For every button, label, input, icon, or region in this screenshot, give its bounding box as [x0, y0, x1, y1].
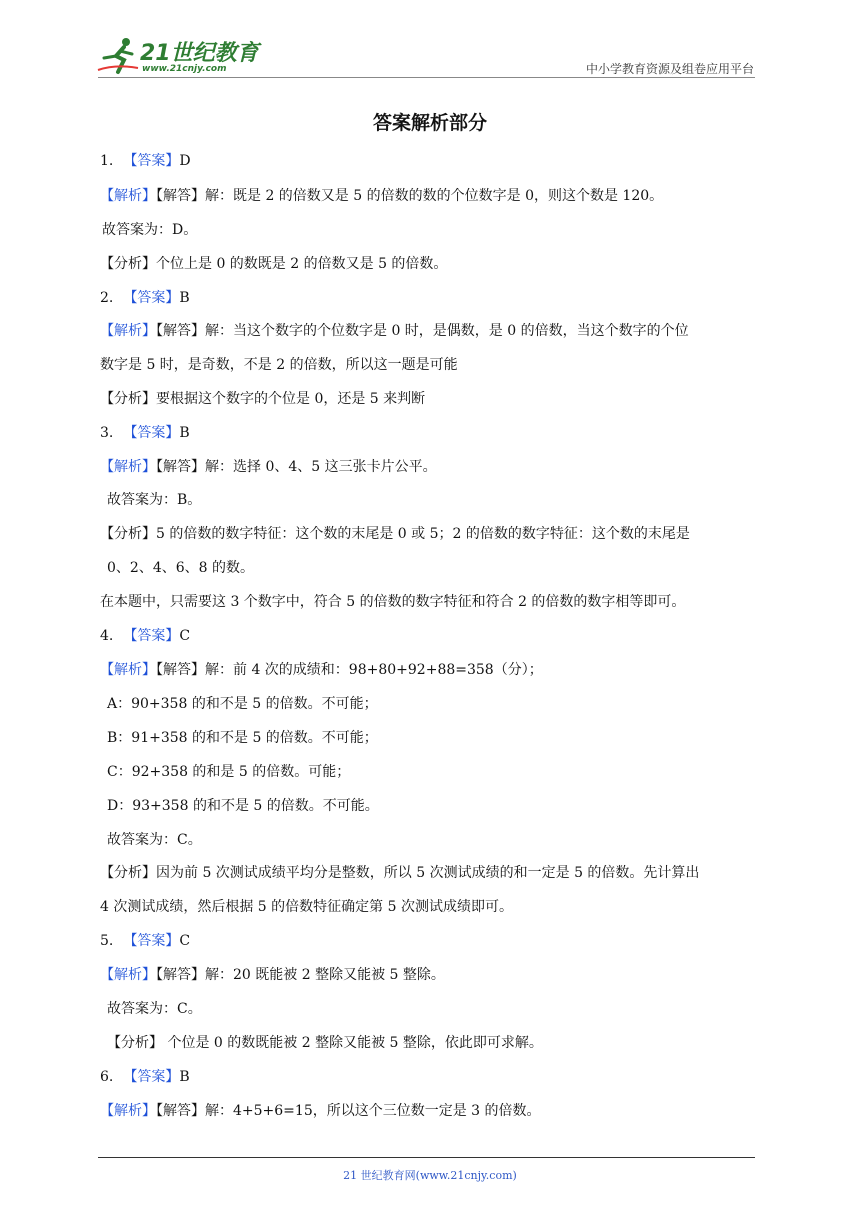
line-text: 【解答】解：选择 0、4、5 这三张卡片公平。	[156, 459, 437, 475]
answer-line	[100, 390, 425, 408]
analysis-tag: 【解析】	[100, 662, 156, 678]
line-text: 【解答】解：20 既能被 2 整除又能被 5 整除。	[156, 967, 445, 983]
line-text: 【解答】解：4+5+6=15，所以这个三位数一定是 3 的倍数。	[156, 1103, 541, 1119]
line-text: D	[179, 153, 191, 169]
analysis-tag: 【解析】	[100, 459, 156, 475]
answer-line	[107, 1000, 202, 1018]
line-text: A：90+358 的和不是 5 的倍数。不可能；	[107, 696, 378, 712]
line-text: 【分析】 个位是 0 的数既能被 2 整除又能被 5 整除，依此即可求解。	[107, 1035, 543, 1051]
line-text: 【分析】要根据这个数字的个位是 0，还是 5 来判断	[100, 391, 426, 407]
analysis-tag: 【解析】	[100, 323, 156, 339]
answer-line	[100, 1102, 541, 1120]
answer-line	[107, 491, 201, 509]
line-text: C：92+358 的和是 5 的倍数。可能；	[107, 764, 351, 780]
question-number: 5.	[100, 933, 114, 949]
answer-line	[102, 221, 197, 239]
line-text: C	[179, 628, 191, 644]
analysis-tag: 【解析】	[100, 967, 156, 983]
answer-tag: 【答案】	[123, 933, 180, 949]
page-title: 答案解析部分	[372, 112, 487, 134]
line-text: B	[179, 425, 190, 441]
line-text: 数字是 5 时，是奇数，不是 2 的倍数，所以这一题是可能	[100, 357, 458, 373]
footer-text: 21 世纪教育网(www.21cnjy.com)	[343, 1169, 517, 1182]
question-number: 4.	[100, 628, 114, 644]
answer-line	[100, 356, 458, 374]
answer-line	[107, 763, 350, 781]
question-number: 3.	[100, 425, 114, 441]
answer-tag: 【答案】	[123, 290, 180, 306]
answer-line	[100, 255, 447, 273]
runner-logo-icon	[96, 36, 140, 76]
footer-divider	[98, 1157, 755, 1158]
answer-tag: 【答案】	[123, 628, 180, 644]
answer-line	[100, 898, 513, 916]
analysis-tag: 【解析】	[100, 188, 156, 204]
line-text: 在本题中，只需要这 3 个数字中，符合 5 的倍数的数字特征和符合 2 的倍数的数字相等即可。	[100, 594, 686, 610]
line-text: 故答案为：C。	[107, 1001, 202, 1017]
line-text: 【分析】因为前 5 次测试成绩平均分是整数，所以 5 次测试成绩的和一定是 5 的倍数。先计算出	[100, 865, 700, 881]
answer-line	[100, 187, 663, 205]
answer-line	[107, 797, 379, 815]
answer-line	[100, 932, 190, 950]
logo-text: 21世纪教育	[140, 41, 259, 66]
answer-line	[107, 1034, 543, 1052]
answer-line	[100, 1068, 190, 1086]
line-text: B	[179, 1069, 190, 1085]
answer-line	[100, 661, 543, 679]
answer-line	[100, 627, 190, 645]
answer-line	[107, 559, 254, 577]
question-number: 1.	[100, 153, 114, 169]
line-text: 【解答】解：当这个数字的个位数字是 0 时，是偶数，是 0 的倍数，当这个数字的个位	[156, 323, 689, 339]
line-text: 故答案为：B。	[107, 492, 202, 508]
answer-line	[107, 831, 202, 849]
line-text: 【解答】解：既是 2 的倍数又是 5 的倍数的数的个位数字是 0，则这个数是 120。	[156, 188, 664, 204]
answer-tag: 【答案】	[123, 1069, 180, 1085]
answer-line	[107, 729, 378, 747]
analysis-tag: 【解析】	[100, 1103, 156, 1119]
answer-line	[100, 322, 689, 340]
answer-line	[100, 458, 437, 476]
line-text: 故答案为：D。	[102, 222, 198, 238]
line-text: B：91+358 的和不是 5 的倍数。不可能；	[107, 730, 378, 746]
answer-line	[100, 593, 685, 611]
line-text: 0、2、4、6、8 的数。	[107, 560, 254, 576]
answer-line	[100, 525, 690, 543]
answer-line	[100, 424, 190, 442]
logo-url: www.21cnjy.com	[142, 64, 227, 74]
answer-tag: 【答案】	[123, 153, 180, 169]
line-text: 故答案为：C。	[107, 832, 202, 848]
answer-line	[100, 966, 445, 984]
answer-line	[100, 152, 191, 170]
header-divider	[98, 77, 755, 78]
question-number: 2.	[100, 290, 114, 306]
logo	[96, 36, 266, 78]
line-text: B	[179, 290, 190, 306]
line-text: 4 次测试成绩，然后根据 5 的倍数特征确定第 5 次测试成绩即可。	[100, 899, 513, 915]
line-text: 【解答】解：前 4 次的成绩和：98+80+92+88=358（分）；	[156, 662, 543, 678]
answer-line	[100, 289, 190, 307]
line-text: 【分析】个位上是 0 的数既是 2 的倍数又是 5 的倍数。	[100, 256, 448, 272]
line-text: 【分析】5 的倍数的数字特征：这个数的末尾是 0 或 5；2 的倍数的数字特征：这个数的末尾是	[100, 526, 690, 542]
line-text: C	[179, 933, 191, 949]
answer-line	[100, 864, 699, 882]
question-number: 6.	[100, 1069, 114, 1085]
line-text: D：93+358 的和不是 5 的倍数。不可能。	[107, 798, 379, 814]
answer-tag: 【答案】	[123, 425, 180, 441]
platform-name: 中小学教育资源及组卷应用平台	[585, 62, 754, 76]
answer-line	[107, 695, 378, 713]
